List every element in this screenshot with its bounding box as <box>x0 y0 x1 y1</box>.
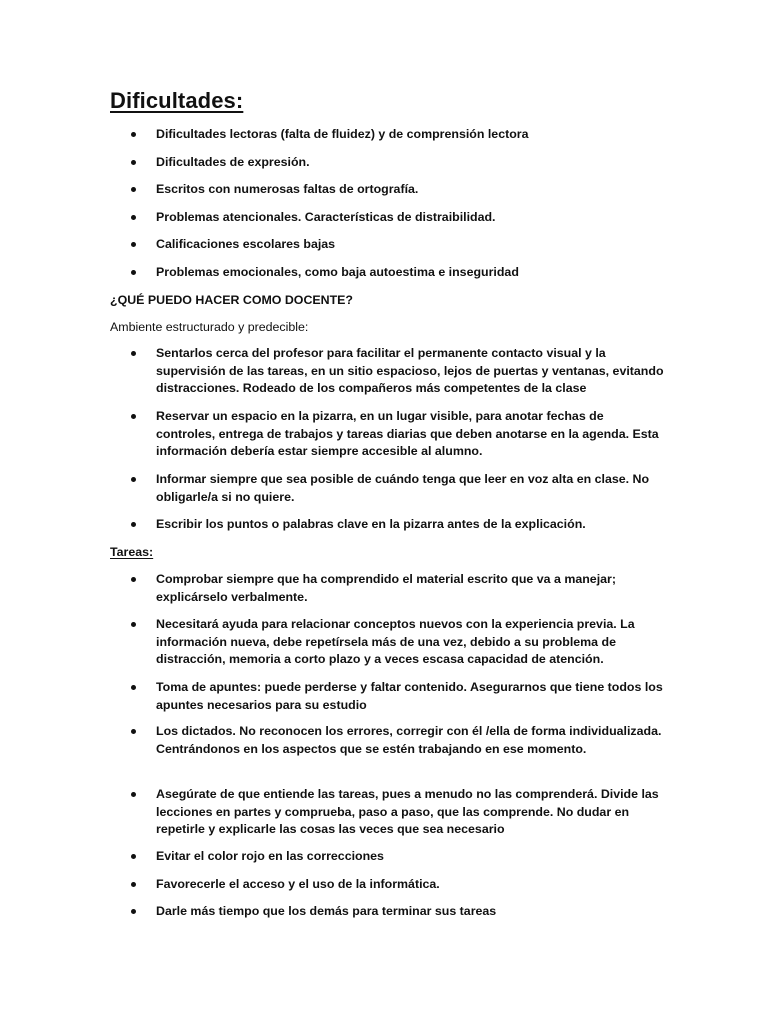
list-item <box>0 345 666 408</box>
bullet-icon <box>131 854 136 859</box>
bullet-icon <box>131 187 136 192</box>
tasks-list <box>0 571 768 930</box>
bullet-icon <box>131 577 136 582</box>
bullet-icon <box>131 729 136 734</box>
bullet-icon <box>131 270 136 275</box>
list-item-text: Asegúrate de que entiende las tareas, pues a menudo no las comprenderá. Divide las lecciones en partes y comprueba, paso a paso, que las comprende. No dudar en repetirle y explicarle las cosas las veces que sea necesario <box>156 787 659 836</box>
list-item-text: Informar siempre que sea posible de cuándo tenga que leer en voz alta en clase. No obligarle/a si no quiere. <box>156 472 650 504</box>
list-item-text: Calificaciones escolares bajas <box>156 237 336 251</box>
bullet-icon <box>131 242 136 247</box>
list-item-text: Necesitará ayuda para relacionar conceptos nuevos con la experiencia previa. La información nueva, debe repetírsela más de una vez, debido a su problema de distracción, memoria a corto plazo y a veces escasa capacidad de atención. <box>156 617 635 666</box>
bullet-icon <box>131 414 136 419</box>
bullet-icon <box>131 351 136 356</box>
section-question: ¿QUÉ PUEDO HACER COMO DOCENTE? <box>110 293 354 307</box>
list-item-text: Toma de apuntes: puede perderse y faltar contenido. Asegurarnos que tiene todos los apuntes necesarios para su estudio <box>156 680 663 712</box>
bullet-icon <box>131 882 136 887</box>
bullet-icon <box>131 622 136 627</box>
list-item <box>0 516 666 543</box>
list-item <box>0 154 666 182</box>
list-item <box>0 848 666 876</box>
list-item <box>0 876 666 903</box>
list-item <box>0 408 666 471</box>
list-item <box>0 679 666 723</box>
list-item <box>0 723 666 786</box>
environment-list <box>0 345 768 543</box>
list-item-text: Escritos con numerosas faltas de ortografía. <box>156 182 419 196</box>
list-item <box>0 903 666 930</box>
difficulties-list <box>0 126 768 291</box>
list-item-text: Los dictados. No reconocen los errores, corregir con él /ella de forma individualizada. Centrándonos en los aspectos que se estén trabajando en ese momento. <box>156 724 662 756</box>
list-item-text: Dificultades de expresión. <box>156 154 310 169</box>
list-item-text: Darle más tiempo que los demás para terminar sus tareas <box>156 904 497 918</box>
tasks-heading: Tareas: <box>110 545 154 559</box>
list-item <box>0 616 666 679</box>
bullet-icon <box>131 215 136 220</box>
list-item <box>0 236 666 264</box>
bullet-icon <box>131 909 136 914</box>
list-item-text: Evitar el color rojo en las correcciones <box>156 849 384 863</box>
list-item <box>0 471 666 516</box>
bullet-icon <box>131 160 136 165</box>
bullet-icon <box>131 792 136 797</box>
list-item <box>0 209 666 237</box>
bullet-icon <box>131 132 136 137</box>
environment-heading: Ambiente estructurado y predecible: <box>110 320 309 334</box>
bullet-icon <box>131 685 136 690</box>
list-item <box>0 571 666 616</box>
list-item-text: Escribir los puntos o palabras clave en la pizarra antes de la explicación. <box>156 517 586 531</box>
bullet-icon <box>131 522 136 527</box>
list-item-text: Reservar un espacio en la pizarra, en un lugar visible, para anotar fechas de controles, entrega de trabajos y tareas diarias que deben anotarse en la agenda. Esta información debería estar siempre accesible al alumno. <box>156 409 659 458</box>
list-item-text: Comprobar siempre que ha comprendido el material escrito que va a manejar; explicárselo verbalmente. <box>156 572 616 604</box>
list-item-text: Problemas atencionales. Características de distraibilidad. <box>156 209 496 224</box>
bullet-icon <box>131 477 136 482</box>
list-item <box>0 181 666 209</box>
list-item-text: Dificultades lectoras (falta de fluidez) y de comprensión lectora <box>156 127 529 141</box>
list-item <box>0 264 666 292</box>
list-item-text: Problemas emocionales, como baja autoestima e inseguridad <box>156 264 519 279</box>
list-item <box>0 786 666 848</box>
list-item-text: Sentarlos cerca del profesor para facilitar el permanente contacto visual y la supervisión de las tareas, en un sitio espacioso, lejos de puertas y ventanas, evitando distracciones. Rodeado de los compañeros más competentes de la clase <box>156 346 664 395</box>
list-item <box>0 126 666 154</box>
page-title: Dificultades: <box>110 88 244 113</box>
list-item-text: Favorecerle el acceso y el uso de la informática. <box>156 877 440 891</box>
